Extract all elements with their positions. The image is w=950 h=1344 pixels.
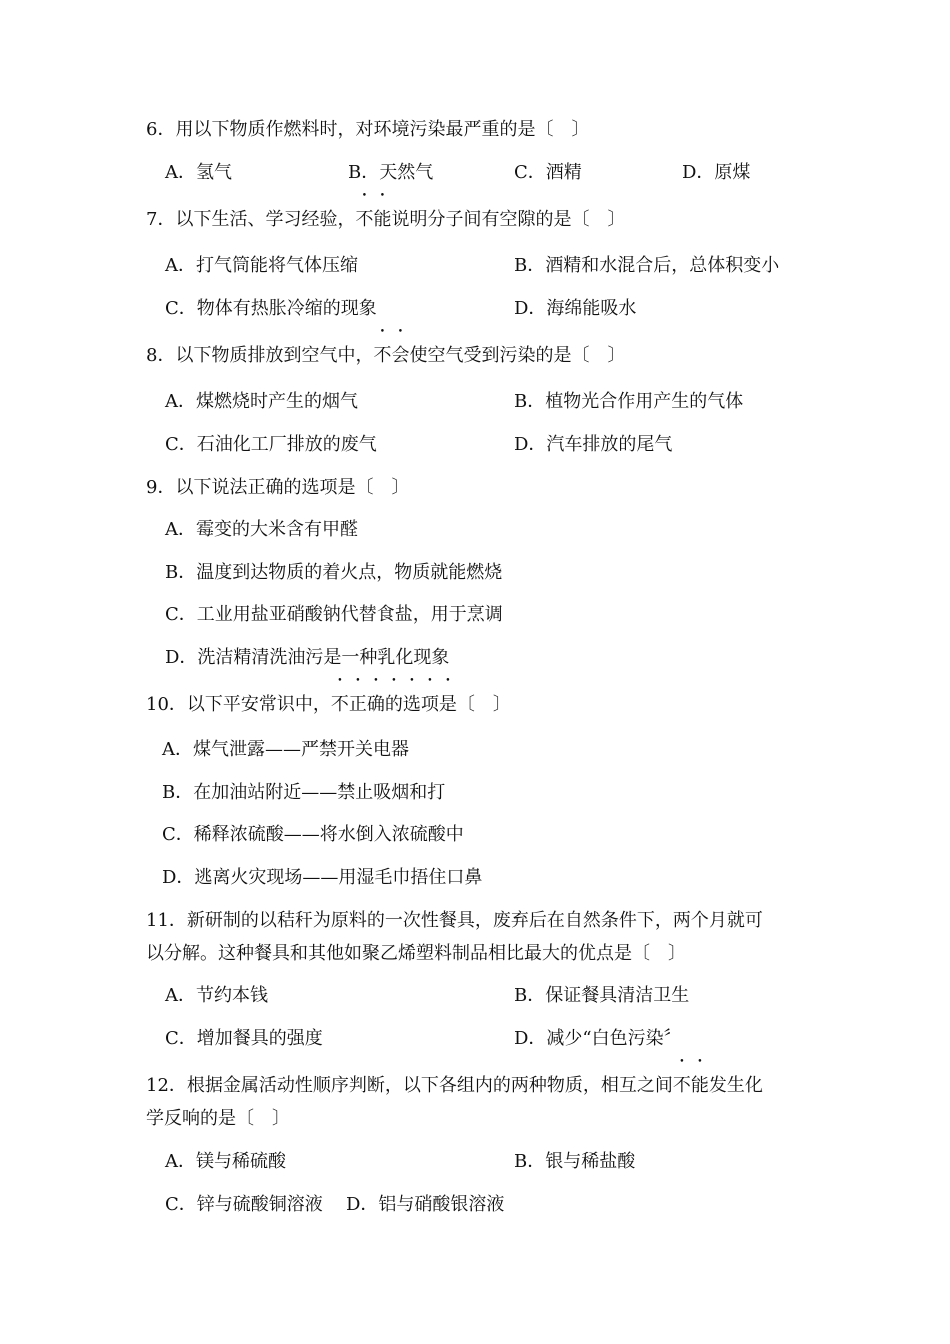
emphasis-char: 项 [420,694,439,715]
question-9-option-c[interactable]: C．工业用盐亚硝酸钠代替食盐，用于烹调 [165,604,503,625]
question-10-option-c[interactable]: C．稀释浓硫酸——将水倒入浓硫酸中 [162,824,464,845]
question-12-option-c[interactable]: C．锌与硫酸铜溶液 [165,1194,323,1215]
question-6-stem: 6．用以下物质作燃料时，对环境污染最严重的是〔 〕 [146,119,590,140]
question-9-option-a[interactable]: A．霉变的大米含有甲醛 [165,519,358,540]
emphasis-char: 选 [402,694,421,715]
question-10-option-b[interactable]: B．在加油站附近——禁止吸烟和打 [162,782,446,803]
question-8-stem-pre: 8．以下物质排放到空气中， [146,345,374,366]
question-11-option-b[interactable]: B．保证餐具清洁卫生 [514,985,690,1006]
emphasis-char: 会 [391,345,410,366]
question-10-stem [146,693,511,717]
question-6-option-c[interactable]: C．酒精 [514,162,582,183]
question-7-stem [146,208,625,232]
emphasis-char: 是 [438,694,457,715]
question-11-option-c[interactable]: C．增加餐具的强度 [165,1028,323,1049]
question-7-option-a[interactable]: A．打气筒能将气体压缩 [165,255,358,276]
emphasis-char: 的 [384,694,403,715]
question-11-option-d[interactable]: D．减少“白色污染〞 [514,1028,682,1049]
question-9-option-b[interactable]: B．温度到达物质的着火点，物质就能燃烧 [165,562,503,583]
question-10-option-d[interactable]: D．逃离火灾现场——用湿毛巾捂住口鼻 [162,867,483,888]
question-7-option-c[interactable]: C．物体有热胀冷缩的现象 [165,298,377,319]
question-11-stem-line2: 以分解。这种餐具和其他如聚乙烯塑料制品相比最大的优点是〔 〕 [146,943,686,964]
question-8-stem [146,344,625,368]
question-7-stem-pre: 7．以下生活、学习经验， [146,209,356,230]
question-8-option-b[interactable]: B．植物光合作用产生的气体 [514,391,744,412]
emphasis-char: 不 [330,694,349,715]
emphasis-char: 正 [348,694,367,715]
question-11-option-a[interactable]: A．节约本钱 [165,985,268,1006]
question-8-stem-post: 使空气受到污染的是〔 〕 [409,345,626,366]
question-12-stem-post: 发生化 [708,1075,763,1096]
question-7-stem-post: 说明分子间有空隙的是〔 〕 [391,209,626,230]
question-6-option-a[interactable]: A．氢气 [165,162,232,183]
question-8-option-a[interactable]: A．煤燃烧时产生的烟气 [165,391,358,412]
question-7-option-b[interactable]: B．酒精和水混合后，总体积变小 [514,255,780,276]
question-8-option-c[interactable]: C．石油化工厂排放的废气 [165,434,377,455]
question-10-option-a[interactable]: A．煤气泄露——严禁开关电器 [162,739,409,760]
emphasis-char: 不 [355,209,374,230]
emphasis-char: 确 [366,694,385,715]
question-9-option-d[interactable]: D．洗洁精清洗油污是一种乳化现象 [165,647,450,668]
question-12-stem-pre: 12．根据金属活动性顺序判断，以下各组内的两种物质，相互之间 [146,1075,673,1096]
question-12-option-a[interactable]: A．镁与稀硫酸 [165,1151,286,1172]
question-12-option-d[interactable]: D．铝与硝酸银溶液 [346,1194,505,1215]
question-12-stem-line2: 学反响的是〔 〕 [146,1108,290,1129]
question-7-option-d[interactable]: D．海绵能吸水 [514,298,637,319]
question-11-stem-line1: 11．新研制的以秸秆为原料的一次性餐具，废弃后在自然条件下，两个月就可 [146,910,763,931]
emphasis-char: 不 [373,345,392,366]
question-10-stem-post: 〔 〕 [456,694,511,715]
question-12-option-b[interactable]: B．银与稀盐酸 [514,1151,636,1172]
emphasis-char: 能 [373,209,392,230]
question-6-option-d[interactable]: D．原煤 [682,162,751,183]
question-9-stem: 9．以下说法正确的选项是〔 〕 [146,477,410,498]
emphasis-char: 能 [690,1075,709,1096]
question-6-option-b[interactable]: B．天然气 [348,162,434,183]
question-12-stem-line1 [146,1074,763,1098]
emphasis-char: 不 [672,1075,691,1096]
question-8-option-d[interactable]: D．汽车排放的尾气 [514,434,673,455]
question-10-stem-pre: 10．以下平安常识中， [146,694,331,715]
